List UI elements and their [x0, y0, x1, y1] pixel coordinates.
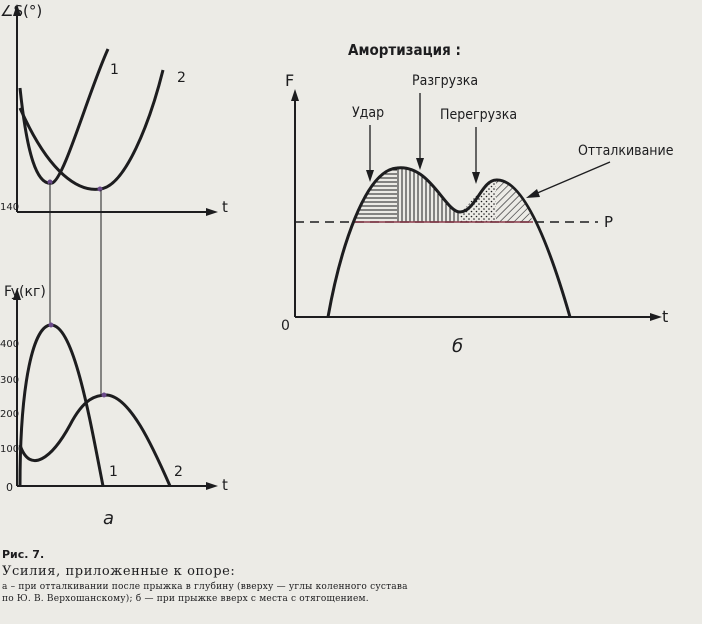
panel-b-y-axis-arrow-icon: [291, 89, 299, 101]
panel-b-x-axis-arrow-icon: [650, 313, 662, 321]
panel-a-label: а: [103, 508, 115, 529]
panel-b-y-label: F: [285, 71, 295, 90]
panel-b-chart: [281, 41, 674, 334]
force-curve-1-peak-marker: [49, 323, 54, 328]
panel-b-label: б: [452, 336, 464, 357]
force-curve-2-peak-marker: [102, 393, 107, 398]
panel-b-origin: 0: [281, 318, 290, 334]
unloading-arrow-icon: [416, 158, 424, 170]
bottom-y-tick-0: 0: [6, 481, 13, 494]
bottom-y-label: Fy(кг): [4, 284, 46, 300]
phase-label-push-off: Отталкивание: [578, 143, 674, 159]
top-y-tick-140: 140: [0, 202, 20, 213]
push-off-arrow-icon: [526, 189, 540, 198]
phase-label-unloading: Разгрузка: [412, 73, 479, 89]
impact-arrow-icon: [366, 170, 374, 182]
bottom-x-label: t: [222, 476, 228, 494]
panel-b-x-label: t: [662, 307, 669, 326]
top-curve-label-1: 1: [110, 62, 119, 78]
curve-2-minimum-marker: [98, 187, 103, 192]
panel-a-top-chart: [0, 2, 228, 216]
panel-b-title: Амортизация :: [348, 41, 461, 59]
top-curve-label-2: 2: [177, 70, 186, 86]
bottom-curve-label-1: 1: [109, 464, 118, 480]
bottom-y-tick-200: 200: [0, 409, 20, 420]
figure-caption: [2, 548, 692, 605]
phase-label-overload: Перегрузка: [440, 107, 518, 123]
caption-line-2: по Ю. В. Верхошанскому); б — при прыжке вверх с места с отягощением.: [2, 594, 369, 604]
bottom-x-axis-arrow-icon: [206, 482, 218, 490]
unloading-phase-region: [397, 168, 460, 222]
jump-force-curve: [328, 168, 570, 317]
bottom-curve-label-2: 2: [174, 464, 183, 480]
bottom-y-tick-400: 400: [0, 339, 20, 350]
caption-title: Усилия, приложенные к опоре:: [2, 564, 236, 579]
push-off-arrow-line: [535, 162, 610, 194]
phase-label-impact: Удар: [352, 105, 385, 121]
impact-phase-region: [354, 168, 397, 222]
push-off-phase-region: [496, 180, 533, 222]
overload-phase-dots: [460, 180, 496, 222]
knee-angle-curve-1: [20, 49, 108, 183]
bottom-y-tick-300: 300: [0, 375, 20, 386]
top-x-label: t: [222, 198, 228, 216]
panel-a-bottom-chart: [0, 284, 228, 494]
bottom-y-tick-100: 100: [0, 444, 20, 455]
top-x-axis-arrow-icon: [206, 208, 218, 216]
top-y-label: ∠S(°): [0, 2, 43, 20]
caption-label: Рис. 7.: [2, 548, 45, 561]
caption-line-1: а – при отталкивании после прыжка в глубину (вверху — углы коленного сустава: [2, 582, 408, 592]
overload-arrow-icon: [472, 172, 480, 184]
weight-label: P: [604, 213, 614, 231]
